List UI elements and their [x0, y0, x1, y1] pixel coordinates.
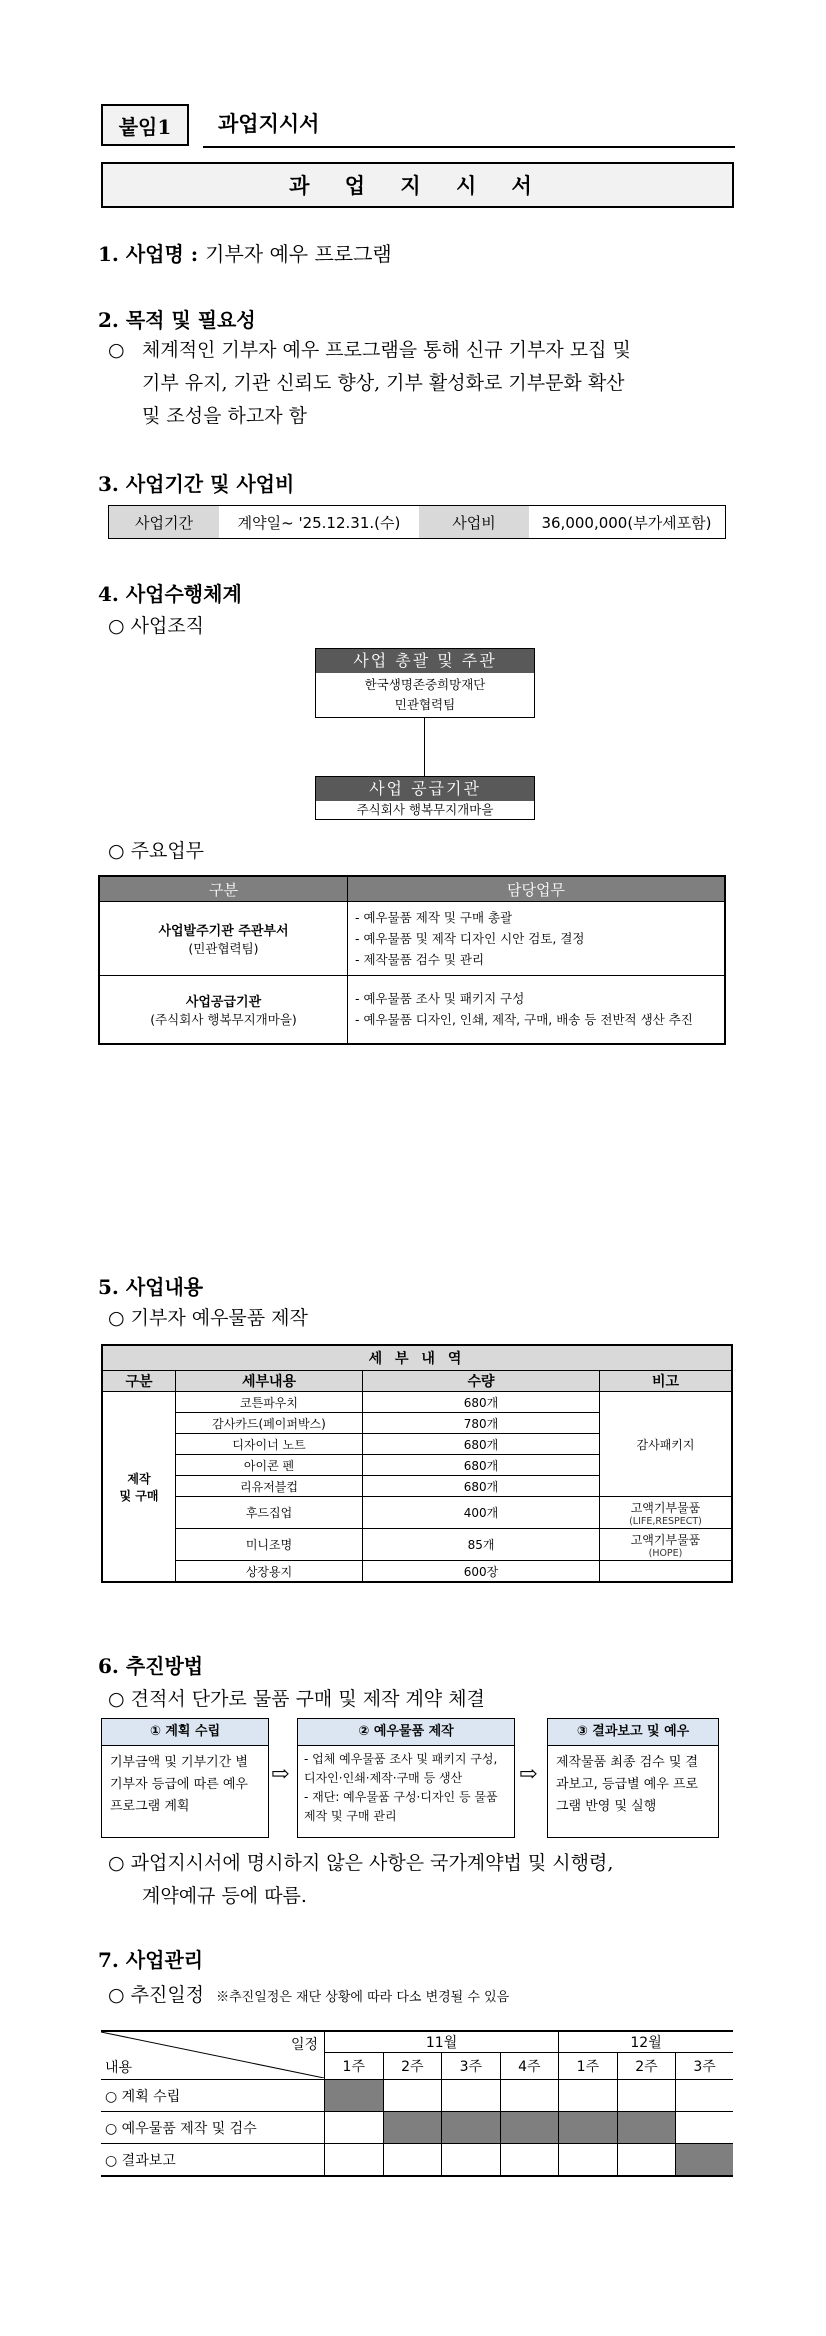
schedule-row — [101, 2080, 733, 2112]
detail-item: 코튼파우치 — [176, 1392, 363, 1413]
org-top-line-2: 민관협력팀 — [394, 697, 456, 712]
heading-underline — [203, 146, 735, 148]
purpose-line-3: 및 조성을 하고자 함 — [142, 405, 307, 427]
duty-org-cell — [99, 902, 348, 976]
schedule-task-label: ○ 결과보고 — [101, 2144, 325, 2177]
detail-qty: 680개 — [363, 1434, 600, 1455]
schedule-table — [101, 2030, 733, 2177]
method-bullet-2 — [108, 1847, 738, 1913]
process-step-1 — [101, 1718, 269, 1838]
table-row — [99, 902, 725, 976]
process-step-3 — [547, 1718, 719, 1838]
week-label: 1주 — [325, 2053, 384, 2080]
duty-org-name: 사업발주기관 주관부서 — [158, 924, 289, 939]
schedule-cell — [617, 2080, 676, 2112]
org-top-head: 사업 총괄 및 주관 — [316, 649, 534, 673]
schedule-task-label: ○ 예우물품 제작 및 검수 — [101, 2112, 325, 2144]
step-1-head: ① 계획 수립 — [102, 1719, 268, 1746]
table-row — [102, 1561, 732, 1583]
week-label: 3주 — [676, 2053, 733, 2080]
month-december: 12월 — [559, 2031, 733, 2053]
step-2-head: ② 예우물품 제작 — [298, 1719, 514, 1746]
period-label: 사업기간 — [109, 506, 219, 538]
schedule-cell — [676, 2112, 733, 2144]
note-hood-sub: (LIFE,RESPECT) — [629, 1515, 702, 1527]
detail-qty: 85개 — [363, 1529, 600, 1561]
schedule-cell — [500, 2080, 559, 2112]
method-bullet-2-line-1: ○ 과업지시서에 명시하지 않은 사항은 국가계약법 및 시행령, — [108, 1852, 614, 1874]
arrow-icon: ⇨ — [519, 1762, 538, 1787]
duty-header-tasks: 담당업무 — [348, 876, 726, 902]
note-hood-main: 고액기부물품 — [630, 1500, 701, 1515]
detail-qty: 680개 — [363, 1476, 600, 1497]
schedule-cell — [383, 2080, 442, 2112]
table-row — [102, 1497, 732, 1529]
content-bullet: ○ 기부자 예우물품 제작 — [108, 1307, 308, 1329]
arrow-icon: ⇨ — [271, 1762, 290, 1787]
schedule-cell — [325, 2144, 384, 2177]
detail-item: 상장용지 — [176, 1561, 363, 1583]
detail-item: 아이콘 펜 — [176, 1455, 363, 1476]
detail-qty: 680개 — [363, 1455, 600, 1476]
org-bottom-line-1: 주식회사 행복무지개마을 — [356, 802, 494, 817]
detail-table — [101, 1344, 733, 1583]
header-content-label: 내용 — [105, 2060, 133, 2076]
purpose-line-1: 체계적인 기부자 예우 프로그램을 통해 신규 기부자 모집 및 — [142, 339, 631, 361]
table-row — [102, 1392, 732, 1413]
schedule-cell — [383, 2112, 442, 2144]
org-connector — [424, 718, 425, 776]
process-step-2 — [297, 1718, 515, 1838]
schedule-cell — [617, 2144, 676, 2177]
detail-qty: 600장 — [363, 1561, 600, 1583]
detail-title: 세 부 내 역 — [102, 1345, 732, 1371]
section-6-title: 6. 추진방법 — [98, 1654, 204, 1678]
org-bottom-box — [315, 776, 535, 820]
duty-header-category: 구분 — [99, 876, 348, 902]
note-light-main: 고액기부물품 — [630, 1532, 701, 1547]
schedule-cell — [500, 2112, 559, 2144]
duty-task-cell — [348, 902, 726, 976]
schedule-cell — [500, 2144, 559, 2177]
week-label: 2주 — [383, 2053, 442, 2080]
section-5-title: 5. 사업내용 — [98, 1275, 204, 1299]
schedule-cell — [442, 2112, 501, 2144]
schedule-cell — [442, 2080, 501, 2112]
section-4-title: 4. 사업수행체계 — [98, 582, 242, 606]
table-row — [99, 976, 725, 1044]
org-top-box — [315, 648, 535, 718]
detail-header-note: 비고 — [600, 1371, 733, 1392]
detail-header-item: 세부내용 — [176, 1371, 363, 1392]
detail-qty: 780개 — [363, 1413, 600, 1434]
duty-task: - 예우물품 디자인, 인쇄, 제작, 구매, 배송 등 전반적 생산 추진 — [355, 1012, 693, 1028]
attachment-tag: 붙임1 — [101, 104, 189, 146]
period-value: 계약일~ '25.12.31.(수) — [237, 513, 401, 532]
schedule-note: ※추진일정은 재단 상황에 따라 다소 변경될 수 있음 — [216, 1990, 510, 2005]
schedule-cell — [383, 2144, 442, 2177]
schedule-cell — [325, 2112, 384, 2144]
method-bullet-2-line-2: 계약예규 등에 따름. — [142, 1885, 307, 1907]
step-3-body: 제작물품 최종 검수 및 결과보고, 등급별 예우 프로그램 반영 및 실행 — [556, 1755, 699, 1814]
duty-task: - 예우물품 제작 및 구매 총괄 — [355, 910, 513, 925]
purpose-line-2: 기부 유지, 기관 신뢰도 향상, 기부 활성화로 기부문화 확산 — [142, 372, 625, 394]
bullet-circle: ○ — [108, 339, 125, 361]
detail-note-hood — [600, 1497, 733, 1529]
detail-note-package: 감사패키지 — [600, 1392, 733, 1497]
detail-note-light — [600, 1529, 733, 1561]
detail-item: 리유저블컵 — [176, 1476, 363, 1497]
document-heading: 과업지시서 — [218, 111, 320, 136]
section-7-title: 7. 사업관리 — [98, 1948, 204, 1972]
duty-task-cell — [348, 976, 726, 1044]
detail-item: 디자이너 노트 — [176, 1434, 363, 1455]
duty-bullet: ○ 주요업무 — [108, 840, 205, 862]
section-2-title: 2. 목적 및 필요성 — [98, 308, 256, 332]
detail-note-empty — [600, 1561, 733, 1583]
duty-org-cell — [99, 976, 348, 1044]
duty-task: - 제작물품 검수 및 관리 — [355, 952, 485, 967]
category-line-2: 및 구매 — [119, 1488, 159, 1503]
month-november: 11월 — [325, 2031, 559, 2053]
duty-org-name: 사업공급기관 — [185, 994, 262, 1010]
title-banner: 과 업 지 시 서 — [101, 162, 734, 208]
period-cost-table — [108, 505, 726, 539]
schedule-bullet: ○ 추진일정 — [108, 1984, 205, 2006]
project-name: 기부자 예우 프로그램 — [205, 242, 392, 266]
duty-table — [98, 875, 726, 1045]
schedule-cell — [676, 2144, 733, 2177]
schedule-cell — [325, 2080, 384, 2112]
detail-header-qty: 수량 — [363, 1371, 600, 1392]
step-2-line-1: - 업체 예우물품 조사 및 패키지 구성, 디자인·인쇄·제작·구매 등 생산 — [304, 1752, 498, 1785]
section-1-title — [98, 238, 392, 267]
detail-item: 미니조명 — [176, 1529, 363, 1561]
org-top-line-1: 한국생명존중희망재단 — [364, 677, 486, 692]
step-1-body: 기부금액 및 기부기간 별 기부자 등급에 따른 예우프로그램 계획 — [110, 1755, 248, 1814]
week-label: 2주 — [617, 2053, 676, 2080]
week-label: 1주 — [559, 2053, 618, 2080]
detail-item: 감사카드(페이퍼박스) — [176, 1413, 363, 1434]
schedule-row — [101, 2112, 733, 2144]
org-bottom-head: 사업 공급기관 — [316, 777, 534, 801]
schedule-cell — [442, 2144, 501, 2177]
section-3-title: 3. 사업기간 및 사업비 — [98, 472, 295, 496]
schedule-corner-cell — [101, 2031, 325, 2080]
schedule-task-label: ○ 계획 수립 — [101, 2080, 325, 2112]
note-light-sub: (HOPE) — [648, 1547, 683, 1559]
schedule-cell — [559, 2080, 618, 2112]
detail-category-cell — [102, 1392, 176, 1583]
week-label: 3주 — [442, 2053, 501, 2080]
detail-qty: 680개 — [363, 1392, 600, 1413]
schedule-row — [101, 2144, 733, 2177]
week-label: 4주 — [500, 2053, 559, 2080]
table-row — [102, 1529, 732, 1561]
cost-value: 36,000,000(부가세포함) — [541, 513, 712, 532]
duty-org-sub: (민관협력팀) — [188, 941, 259, 956]
cost-label: 사업비 — [419, 506, 529, 538]
schedule-cell — [676, 2080, 733, 2112]
step-2-line-2: - 재단: 예우물품 구성·디자인 등 물품 제작 및 구매 관리 — [304, 1790, 498, 1823]
schedule-cell — [559, 2112, 618, 2144]
section-1-label: 1. 사업명 : — [98, 242, 199, 266]
schedule-bullet-line — [108, 1980, 509, 2007]
schedule-cell — [617, 2112, 676, 2144]
org-bullet: ○ 사업조직 — [108, 615, 205, 637]
duty-task: - 예우물품 및 제작 디자인 시안 검토, 결정 — [355, 931, 585, 946]
duty-org-sub: (주식회사 행복무지개마을) — [150, 1011, 297, 1027]
step-3-head: ③ 결과보고 및 예우 — [548, 1719, 718, 1746]
category-line-1: 제작 — [127, 1471, 151, 1486]
method-bullet-1: ○ 견적서 단가로 물품 구매 및 제작 계약 체결 — [108, 1688, 485, 1710]
header-schedule-label: 일정 — [290, 2037, 318, 2053]
detail-item: 후드집업 — [176, 1497, 363, 1529]
schedule-cell — [559, 2144, 618, 2177]
detail-header-category: 구분 — [102, 1371, 176, 1392]
detail-qty: 400개 — [363, 1497, 600, 1529]
purpose-paragraph — [108, 334, 738, 433]
duty-task: - 예우물품 조사 및 패키지 구성 — [355, 991, 525, 1007]
step-2-body — [298, 1746, 514, 1830]
